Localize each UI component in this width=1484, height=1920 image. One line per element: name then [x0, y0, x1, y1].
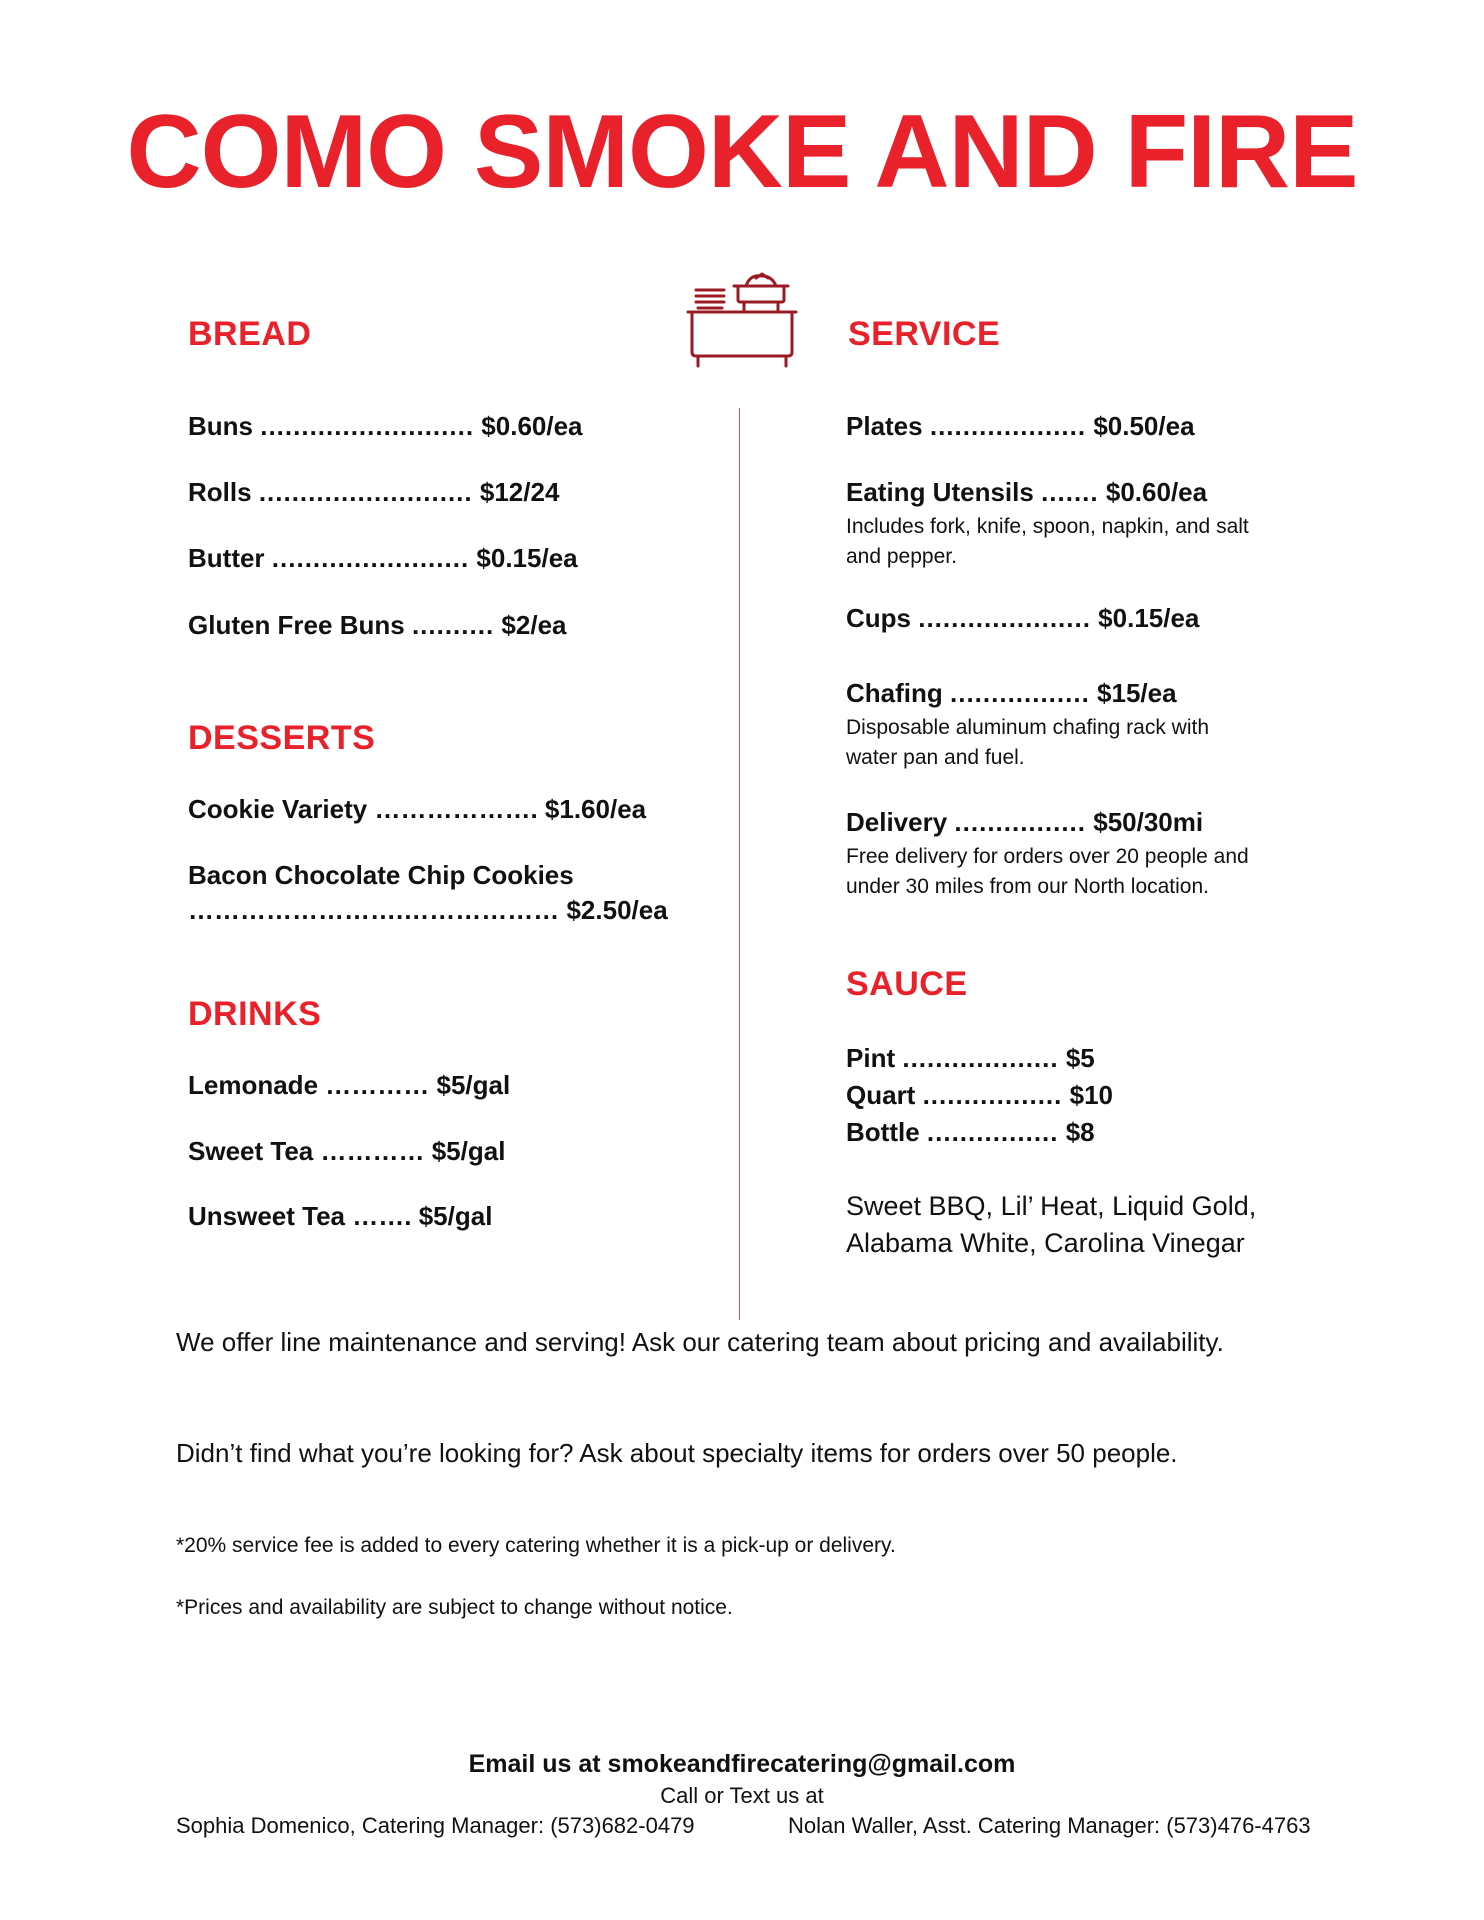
service-heading: SERVICE	[848, 315, 1001, 353]
item-price: $8	[1065, 1117, 1095, 1147]
service-item-eating-utensils	[846, 476, 1207, 509]
leader-dots: ...................	[929, 411, 1087, 441]
item-price: $1.60/ea	[544, 794, 647, 824]
leader-dots: ...................	[902, 1043, 1059, 1073]
leader-dots: .................	[922, 1080, 1063, 1110]
item-name: Lemonade	[188, 1070, 319, 1100]
service-item-description: Disposable aluminum chafing rack with water pan and fuel.	[846, 716, 1209, 769]
item-price: $0.15/ea	[1098, 603, 1200, 633]
dessert-item-bacon-cookies-name: Bacon Chocolate Chip Cookies	[188, 860, 574, 890]
leader-dots: .......	[1041, 477, 1099, 507]
leader-dots: …………	[325, 1070, 430, 1100]
leader-dots: .....................	[918, 603, 1091, 633]
sauce-item-quart	[846, 1079, 1113, 1112]
item-name: Eating Utensils	[846, 477, 1034, 507]
item-price: $2.50/ea	[566, 895, 668, 925]
leader-dots: ........................	[271, 543, 470, 573]
item-price: $5/gal	[431, 1136, 506, 1166]
sauce-flavors: Sweet BBQ, Lil’ Heat, Liquid Gold, Alabama White, Carolina Vinegar	[846, 1191, 1257, 1258]
item-name: Delivery	[846, 807, 948, 837]
item-price: $0.60/ea	[1105, 477, 1208, 507]
contact-manager: Sophia Domenico, Catering Manager: (573)682-0479	[176, 1813, 695, 1838]
bread-item-gluten-free-buns	[188, 609, 567, 642]
item-price: $15/ea	[1097, 678, 1177, 708]
service-item-chafing	[846, 677, 1177, 710]
item-name: Quart	[846, 1080, 916, 1110]
leader-dots: ..........	[411, 610, 495, 640]
item-name: Cups	[846, 603, 911, 633]
item-price: $0.15/ea	[476, 543, 578, 573]
item-price: $5/gal	[436, 1070, 511, 1100]
item-name: Bottle	[846, 1117, 920, 1147]
dessert-item-cookie-variety	[188, 793, 646, 826]
bread-item-rolls	[188, 476, 559, 509]
leader-dots: ................	[954, 807, 1086, 837]
page-title: COMO SMOKE AND FIRE	[126, 94, 1358, 210]
drink-item-sweet-tea	[188, 1135, 505, 1168]
leader-dots: …………………….………………	[188, 895, 560, 925]
dessert-item-bacon-cookies-price	[188, 894, 668, 927]
leader-dots: .................	[950, 678, 1090, 708]
bread-item-buns	[188, 410, 583, 443]
service-item-description: Free delivery for orders over 20 people and under 30 miles from our North location.	[846, 845, 1249, 898]
item-name: Sweet Tea	[188, 1136, 314, 1166]
contact-assistant-manager: Nolan Waller, Asst. Catering Manager: (573)476-4763	[788, 1813, 1311, 1838]
item-price: $5	[1065, 1043, 1095, 1073]
catering-table-icon	[684, 272, 800, 368]
item-name: Unsweet Tea	[188, 1201, 346, 1231]
line-maintenance-note: We offer line maintenance and serving! Ask our catering team about pricing and availability.	[176, 1327, 1224, 1357]
sauce-item-pint	[846, 1042, 1095, 1075]
item-price: $2/ea	[501, 610, 567, 640]
item-name: Gluten Free Buns	[188, 610, 405, 640]
item-price: $12/24	[479, 477, 560, 507]
item-name: Cookie Variety	[188, 794, 368, 824]
item-name: Buns	[188, 411, 253, 441]
bread-item-butter	[188, 542, 578, 575]
contact-email: Email us at smokeandfirecatering@gmail.com	[468, 1750, 1016, 1778]
drinks-heading: DRINKS	[188, 995, 322, 1033]
drink-item-unsweet-tea	[188, 1200, 492, 1233]
sauce-item-bottle	[846, 1116, 1095, 1149]
leader-dots: ................	[926, 1117, 1059, 1147]
desserts-heading: DESSERTS	[188, 719, 376, 757]
item-price: $5/gal	[418, 1201, 493, 1231]
drink-item-lemonade	[188, 1069, 510, 1102]
item-name: Plates	[846, 411, 923, 441]
item-price: $10	[1069, 1080, 1114, 1110]
bread-heading: BREAD	[188, 315, 312, 353]
prices-note: *Prices and availability are subject to change without notice.	[176, 1596, 733, 1619]
service-item-description: Includes fork, knife, spoon, napkin, and salt and pepper.	[846, 515, 1249, 568]
service-fee-note: *20% service fee is added to every catering whether it is a pick-up or delivery.	[176, 1534, 896, 1557]
item-name: Butter	[188, 543, 265, 573]
item-name: Rolls	[188, 477, 252, 507]
specialty-note: Didn’t find what you’re looking for? Ask about specialty items for orders over 50 people.	[176, 1438, 1178, 1468]
leader-dots: ……………….	[374, 794, 538, 824]
service-item-plates	[846, 410, 1195, 443]
service-item-delivery	[846, 806, 1203, 839]
leader-dots: …….	[352, 1201, 412, 1231]
item-price: $0.50/ea	[1093, 411, 1195, 441]
sauce-heading: SAUCE	[846, 965, 968, 1003]
leader-dots: ..........................	[258, 477, 473, 507]
service-item-cups	[846, 602, 1199, 635]
column-divider	[739, 408, 740, 1320]
item-price: $0.60/ea	[481, 411, 583, 441]
contact-call: Call or Text us at	[660, 1783, 824, 1808]
item-name: Chafing	[846, 678, 943, 708]
item-price: $50/30mi	[1093, 807, 1204, 837]
leader-dots: …………	[320, 1136, 425, 1166]
item-name: Pint	[846, 1043, 896, 1073]
leader-dots: ..........................	[260, 411, 475, 441]
